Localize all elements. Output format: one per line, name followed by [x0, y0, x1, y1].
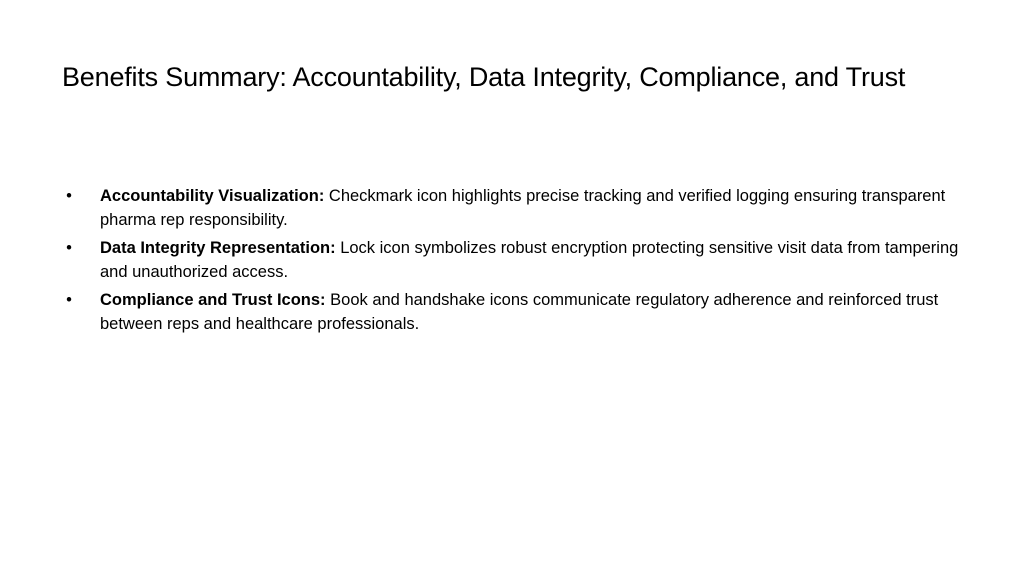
bullet-item-compliance-trust: [62, 288, 972, 336]
bullet-text: Lock icon symbolizes robust encryption protecting sensitive visit data from tampering and unauthorized access.: [100, 239, 959, 281]
bullet-lead: Data Integrity Representation:: [100, 239, 336, 257]
bullet-lead: Accountability Visualization:: [100, 187, 325, 205]
bullet-item-accountability: [62, 184, 972, 232]
bullet-list: [62, 184, 972, 340]
bullet-text: Checkmark icon highlights precise tracking and verified logging ensuring transparent pharma rep responsibility.: [100, 187, 946, 229]
bullet-icon: •: [66, 187, 72, 205]
bullet-item-data-integrity: [62, 236, 972, 284]
bullet-text: Book and handshake icons communicate regulatory adherence and reinforced trust between reps and healthcare professionals.: [100, 291, 939, 333]
bullet-lead: Compliance and Trust Icons:: [100, 291, 326, 309]
bullet-icon: •: [66, 291, 72, 309]
bullet-icon: •: [66, 239, 72, 257]
slide-title: Benefits Summary: Accountability, Data Integrity, Compliance, and Trust: [62, 62, 906, 92]
